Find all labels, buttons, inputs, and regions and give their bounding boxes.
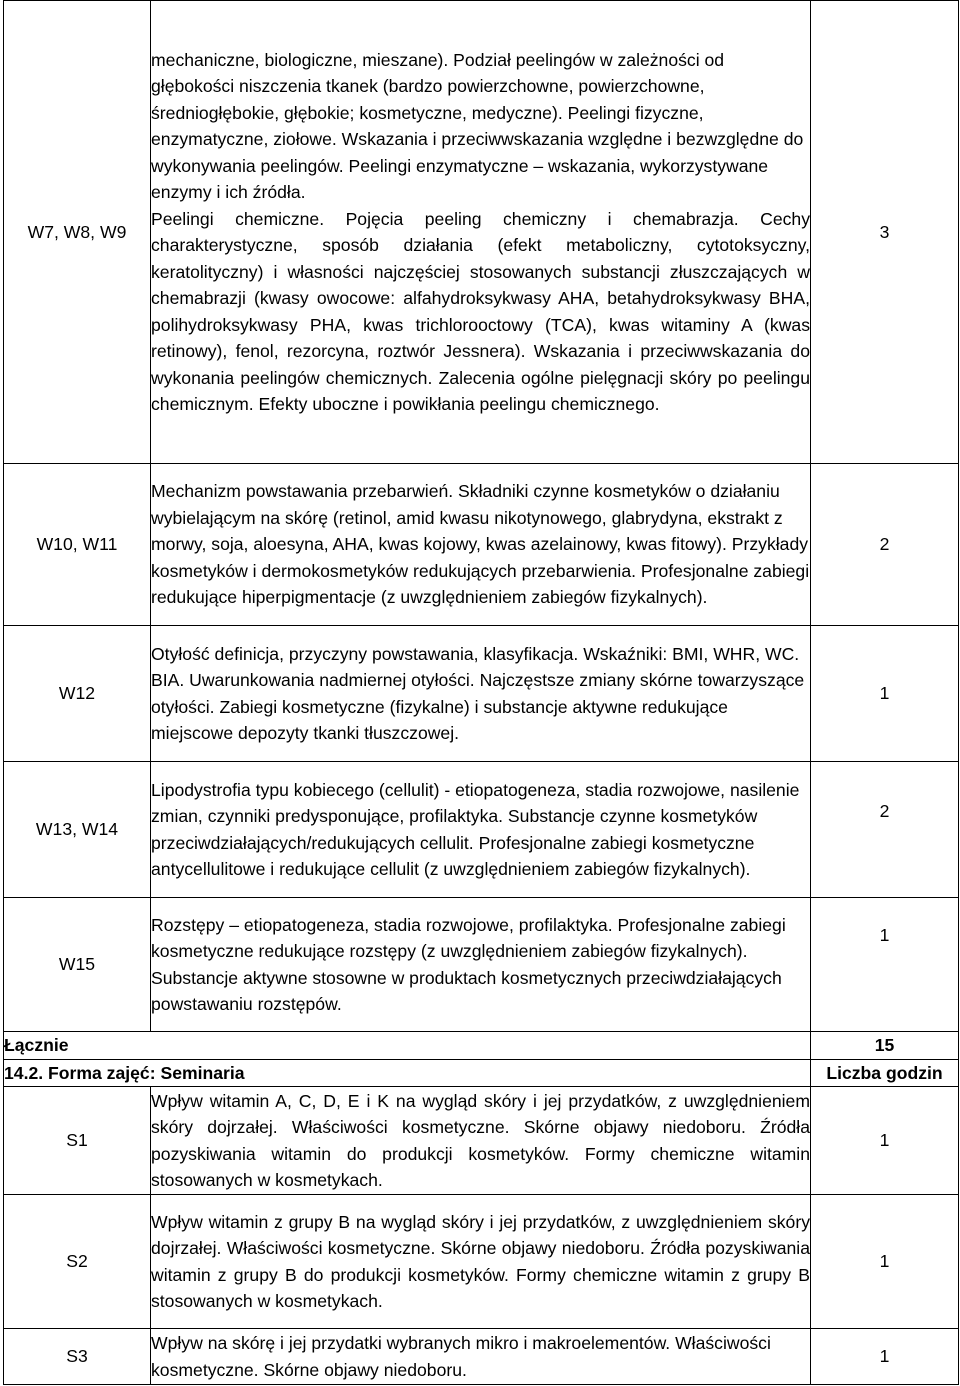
seminar-form-label: 14.2. Forma zajęć: Seminaria xyxy=(4,1059,811,1087)
table-row xyxy=(4,1329,959,1385)
hours-column-label: Liczba godzin xyxy=(811,1059,959,1087)
topic-paragraph: Peelingi chemiczne. Pojęcia peeling chemiczny i chemabrazja. Cechy charakterystyczne, sposób działania (efekt metaboliczny, cytotoksyczny, keratolityczny) i własności najczęściej stosowanych substancji złuszczających w chemabrazji (kwasy owocowe: alfahydroksykwasy AHA, betahydroksykwasy BHA, polihydroksykwasy PHA, kwas trichlorooctowy (TCA), kwas witaminy A (kwas retinowy), fenol, rezorcyna, roztwór Jessnera). Wskazania i przeciwwskazania do wykonania peelingów chemicznych. Zalecenia ogólne pielęgnacji skóry po peelingu chemicznym. Efekty uboczne i powikłania peelingu chemicznego. xyxy=(151,208,810,414)
lecture-topic: Lipodystrofia typu kobiecego (cellulit) - etiopatogeneza, stadia rozwojowe, nasilenie zmian, czynniki predysponujące, profilaktyka. Substancje czynne kosmetyków przeciwdziałających/redukujących cellulit. Profesjonalne zabiegi kosmetyczne antycellulitowe i redukujące cellulit (z uwzględnieniem zabiegów fizykalnych). xyxy=(151,762,811,898)
lecture-code: W12 xyxy=(4,626,151,762)
seminar-topic: Wpływ na skórę i jej przydatki wybranych mikro i makroelementów. Właściwości kosmetyczne. Skórne objawy niedoboru. xyxy=(151,1329,811,1385)
lecture-code: W15 xyxy=(4,898,151,1032)
table-row xyxy=(4,898,959,1032)
curriculum-table xyxy=(3,0,959,1385)
table-row xyxy=(4,626,959,762)
seminar-hours: 1 xyxy=(811,1087,959,1195)
seminar-code: S1 xyxy=(4,1087,151,1195)
seminar-code: S2 xyxy=(4,1195,151,1329)
table-row xyxy=(4,1087,959,1195)
lecture-hours: 1 xyxy=(811,898,959,1032)
seminar-hours: 1 xyxy=(811,1195,959,1329)
lecture-hours: 3 xyxy=(811,1,959,464)
total-value: 15 xyxy=(811,1032,959,1060)
seminar-topic: Wpływ witamin z grupy B na wygląd skóry i jej przydatków, z uwzględnieniem skóry dojrzałej. Właściwości kosmetyczne. Skórne objawy niedoboru. Źródła pozyskiwania witamin z grupy B do produkcji kosmetyków. Formy chemiczne witamin z grupy B stosowanych w kosmetykach. xyxy=(151,1195,811,1329)
table-row xyxy=(4,1,959,464)
topic-paragraph: mechaniczne, biologiczne, mieszane). Podział peelingów w zależności od głębokości niszczenia tkanek (bardzo powierzchowne, powierzchowne, średniogłębokie, głębokie; kosmetyczne, medyczne). Peelingi fizyczne, enzymatyczne, ziołowe. Wskazania i przeciwwskazania względne i bezwzględne do wykonywania peelingów. Peelingi enzymatyczne – wskazania, wykorzystywane enzymy i ich źródła. xyxy=(151,49,804,202)
seminar-code: S3 xyxy=(4,1329,151,1385)
lecture-topic: Rozstępy – etiopatogeneza, stadia rozwojowe, profilaktyka. Profesjonalne zabiegi kosmetyczne redukujące rozstępy (z uwzględnieniem zabiegów fizykalnych). Substancje aktywne stosowne w produktach kosmetycznych przeciwdziałających powstawaniu rozstępów. xyxy=(151,898,811,1032)
lecture-code: W13, W14 xyxy=(4,762,151,898)
table-row xyxy=(4,762,959,898)
total-label: Łącznie xyxy=(4,1032,811,1060)
total-row xyxy=(4,1032,959,1060)
lecture-hours: 2 xyxy=(811,464,959,626)
lecture-hours: 2 xyxy=(811,762,959,898)
seminar-topic: Wpływ witamin A, C, D, E i K na wygląd skóry i jej przydatków, z uwzględnieniem skóry dojrzałej. Właściwości kosmetyczne. Skórne objawy niedoboru. Źródła pozyskiwania witamin do produkcji kosmetyków. Formy chemiczne witamin stosowanych w kosmetykach. xyxy=(151,1087,811,1195)
lecture-topic: Otyłość definicja, przyczyny powstawania, klasyfikacja. Wskaźniki: BMI, WHR, WC. BIA. Uwarunkowania nadmiernej otyłości. Najczęstsze zmiany skórne towarzyszące otyłości. Zabiegi kosmetyczne (fizykalne) i substancje aktywne redukujące miejscowe depozyty tkanki tłuszczowej. xyxy=(151,626,811,762)
lecture-topic xyxy=(151,1,811,464)
lecture-hours: 1 xyxy=(811,626,959,762)
lecture-topic: Mechanizm powstawania przebarwień. Składniki czynne kosmetyków o działaniu wybielającym na skórę (retinol, amid kwasu nikotynowego, glabrydyna, ekstrakt z morwy, soja, aloesyna, AHA, kwas kojowy, kwas azelainowy, kwas fitowy). Przykłady kosmetyków i dermokosmetyków redukujących przebarwienia. Profesjonalne zabiegi redukujące hiperpigmentacje (z uwzględnieniem zabiegów fizykalnych). xyxy=(151,464,811,626)
seminar-hours: 1 xyxy=(811,1329,959,1385)
lecture-code: W10, W11 xyxy=(4,464,151,626)
lecture-code: W7, W8, W9 xyxy=(4,1,151,464)
seminar-header-row xyxy=(4,1059,959,1087)
table-row xyxy=(4,464,959,626)
table-row xyxy=(4,1195,959,1329)
